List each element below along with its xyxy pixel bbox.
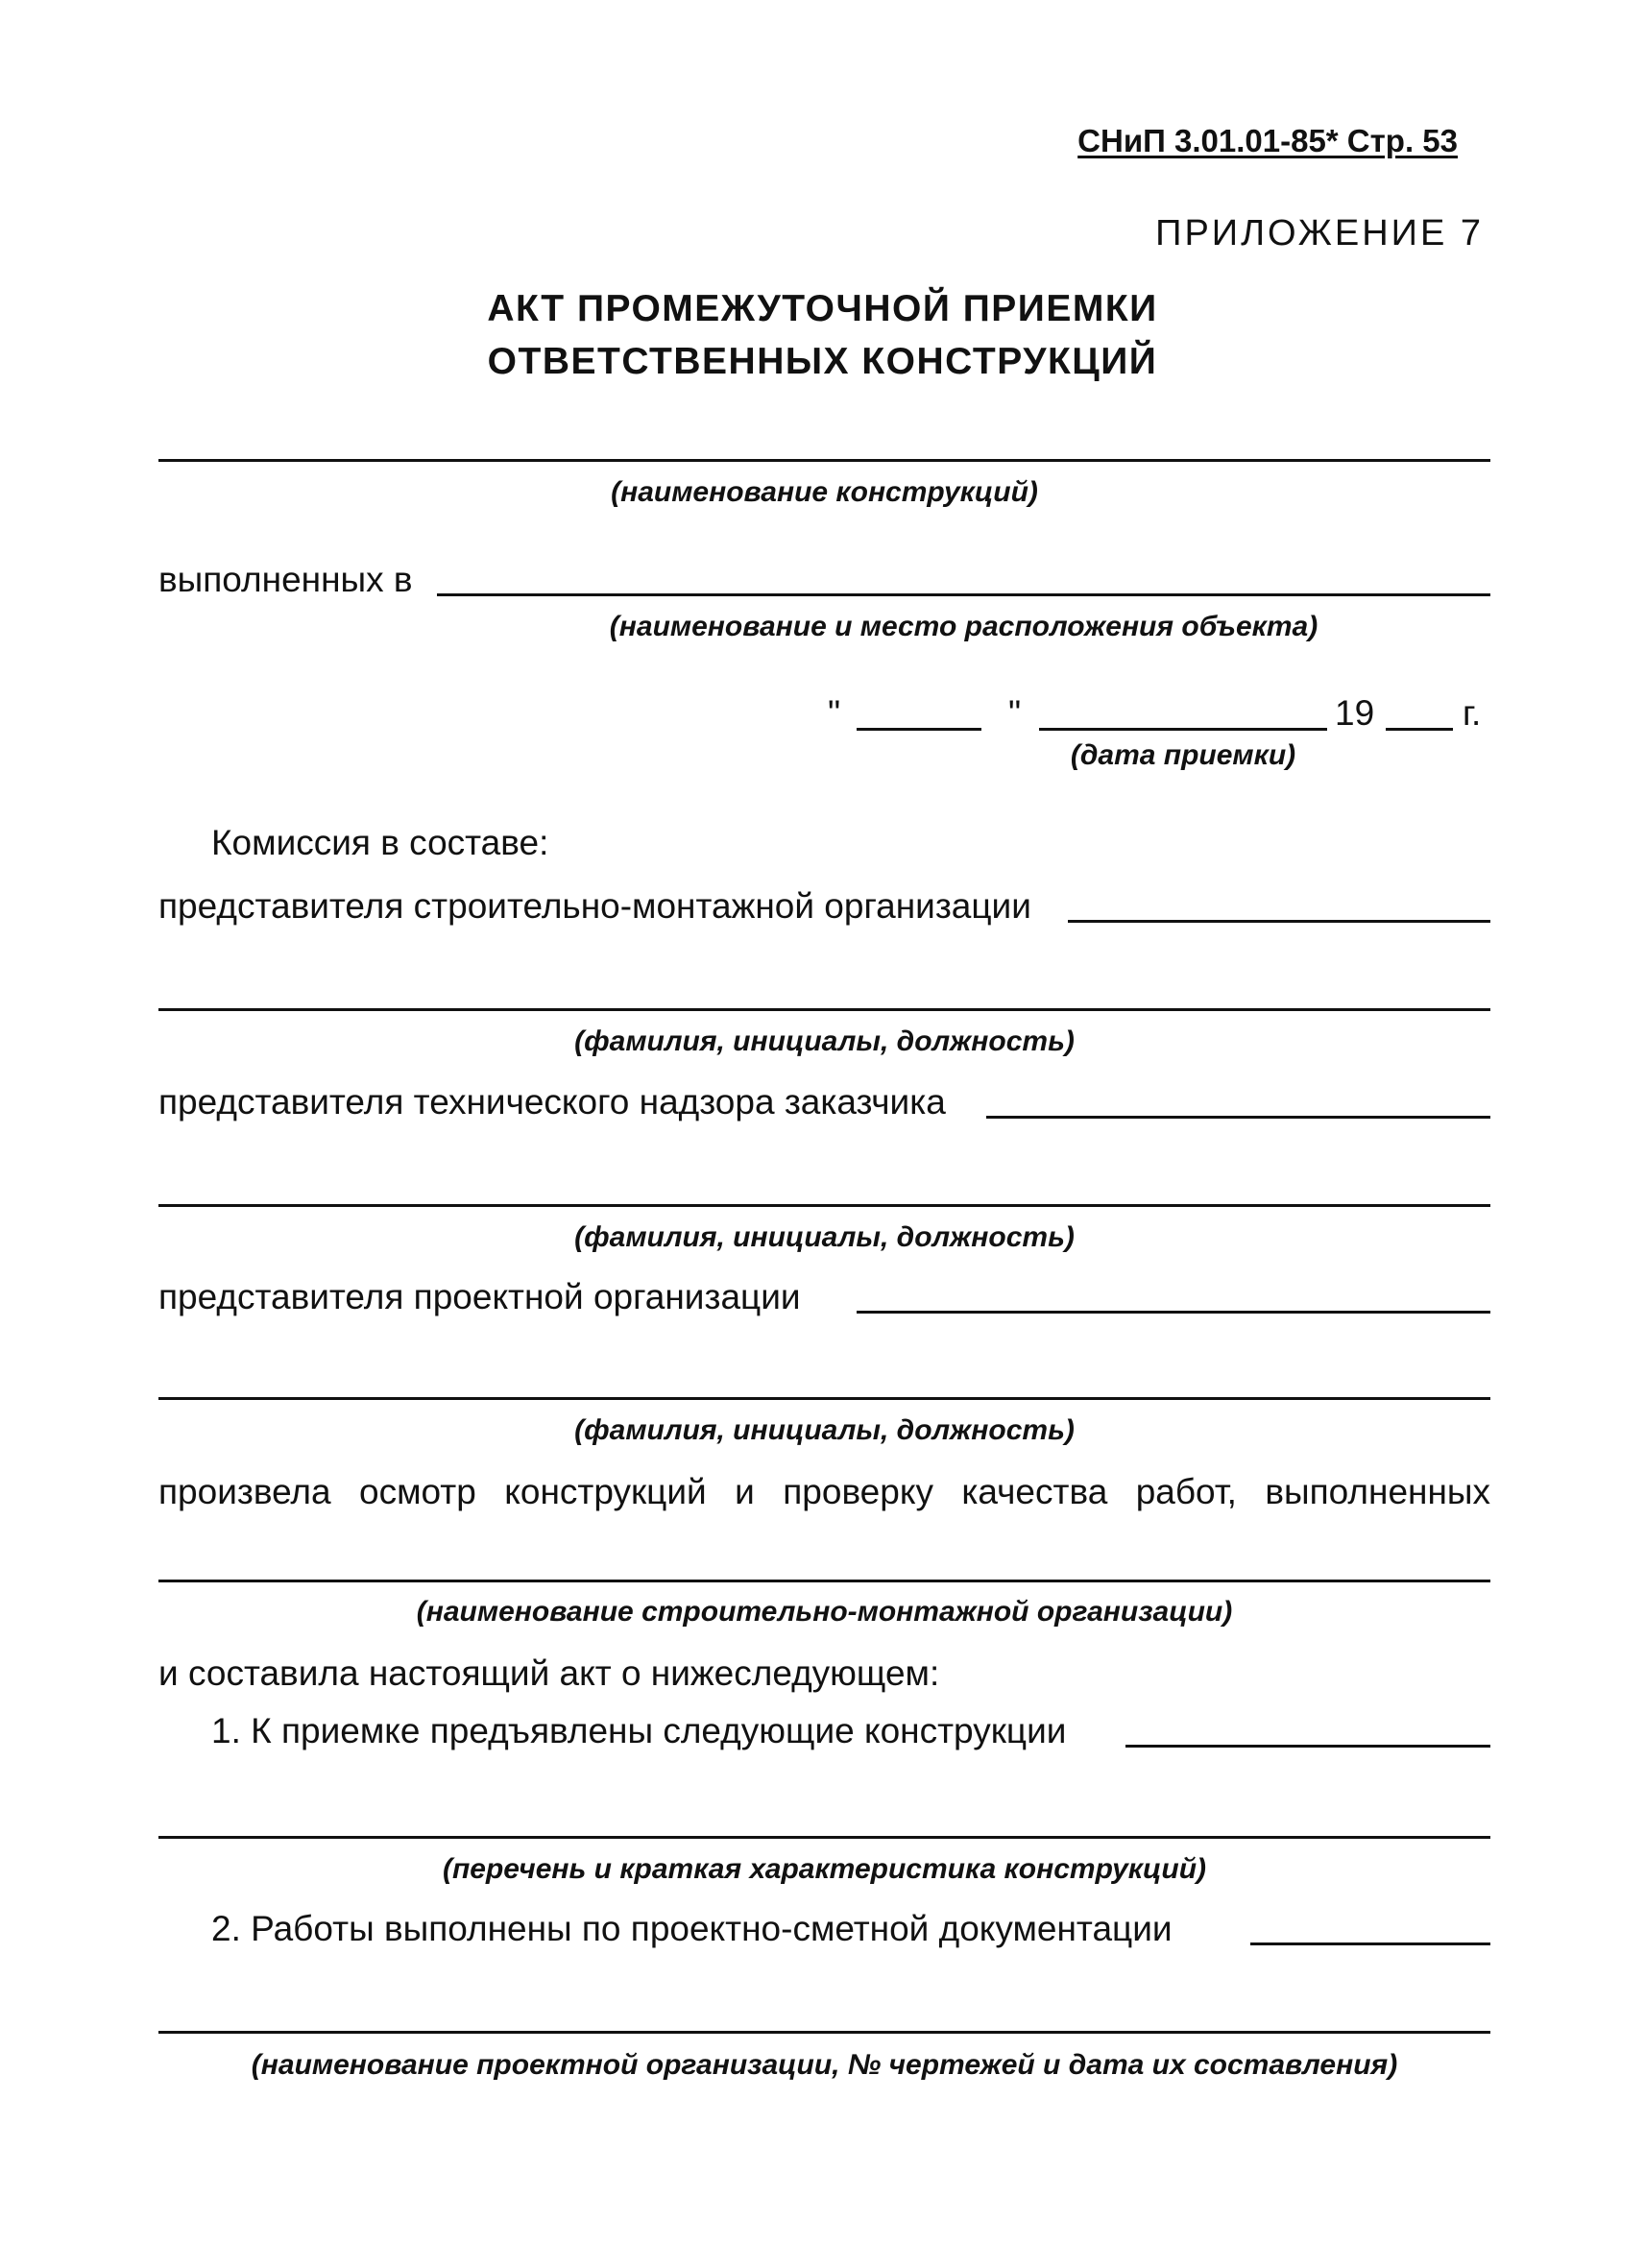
date-quote-close: "	[1008, 693, 1022, 733]
rep-construction-line-2	[158, 1008, 1490, 1011]
date-day-line	[857, 728, 981, 731]
constructions-name-line	[158, 459, 1490, 462]
object-name-line	[437, 593, 1490, 596]
item-1-line	[1125, 1745, 1490, 1748]
document-code: СНиП 3.01.01-85* Стр. 53	[1077, 123, 1458, 158]
item-1-line-2	[158, 1836, 1490, 1839]
caption-object-name: (наименование и место расположения объекта)	[609, 611, 1318, 642]
executed-in-label: выполненных в	[158, 560, 413, 599]
rep-supervision-line	[986, 1116, 1490, 1119]
rep-design-line	[857, 1311, 1490, 1314]
rep-supervision-label: представителя технического надзора заказчика	[158, 1082, 946, 1122]
caption-design-org: (наименование проектной организации, № чертежей и дата их составления)	[251, 2049, 1398, 2081]
date-year-prefix: 19	[1335, 693, 1375, 733]
item-2-line-2	[158, 2031, 1490, 2034]
date-month-line	[1039, 728, 1327, 731]
rep-design-label: представителя проектной организации	[158, 1277, 801, 1316]
item-1-text: 1. К приемке предъявлены следующие конструкции	[211, 1711, 1067, 1750]
date-year-line	[1386, 728, 1453, 731]
title-line-2: ОТВЕТСТВЕННЫХ КОНСТРУКЦИЙ	[487, 341, 1158, 382]
caption-contractor-org: (наименование строительно-монтажной организации)	[416, 1596, 1233, 1628]
inspection-text: произвела осмотр конструкций и проверку качества работ, выполненных	[158, 1472, 1490, 1511]
rep-supervision-line-2	[158, 1204, 1490, 1207]
item-2-text: 2. Работы выполнены по проектно-сметной документации	[211, 1909, 1173, 1948]
caption-name-position-3: (фамилия, инициалы, должность)	[574, 1414, 1075, 1446]
rep-construction-label: представителя строительно-монтажной организации	[158, 886, 1031, 926]
caption-name-position-1: (фамилия, инициалы, должность)	[574, 1025, 1075, 1057]
date-quote-open: "	[828, 693, 841, 733]
caption-acceptance-date: (дата приемки)	[1070, 739, 1296, 771]
rep-construction-line	[1068, 920, 1490, 923]
compiled-text: и составила настоящий акт о нижеследующем:	[158, 1653, 940, 1693]
caption-name-position-2: (фамилия, инициалы, должность)	[574, 1221, 1075, 1253]
appendix-label: ПРИЛОЖЕНИЕ 7	[1155, 213, 1484, 253]
item-2-line	[1250, 1942, 1490, 1945]
commission-label: Комиссия в составе:	[211, 823, 549, 862]
caption-constructions-name: (наименование конструкций)	[611, 476, 1038, 508]
title-line-1: АКТ ПРОМЕЖУТОЧНОЙ ПРИЕМКИ	[487, 288, 1158, 329]
caption-constructions-list: (перечень и краткая характеристика конструкций)	[442, 1853, 1207, 1885]
contractor-org-line	[158, 1580, 1490, 1582]
date-year-suffix: г.	[1463, 693, 1482, 733]
rep-design-line-2	[158, 1397, 1490, 1400]
